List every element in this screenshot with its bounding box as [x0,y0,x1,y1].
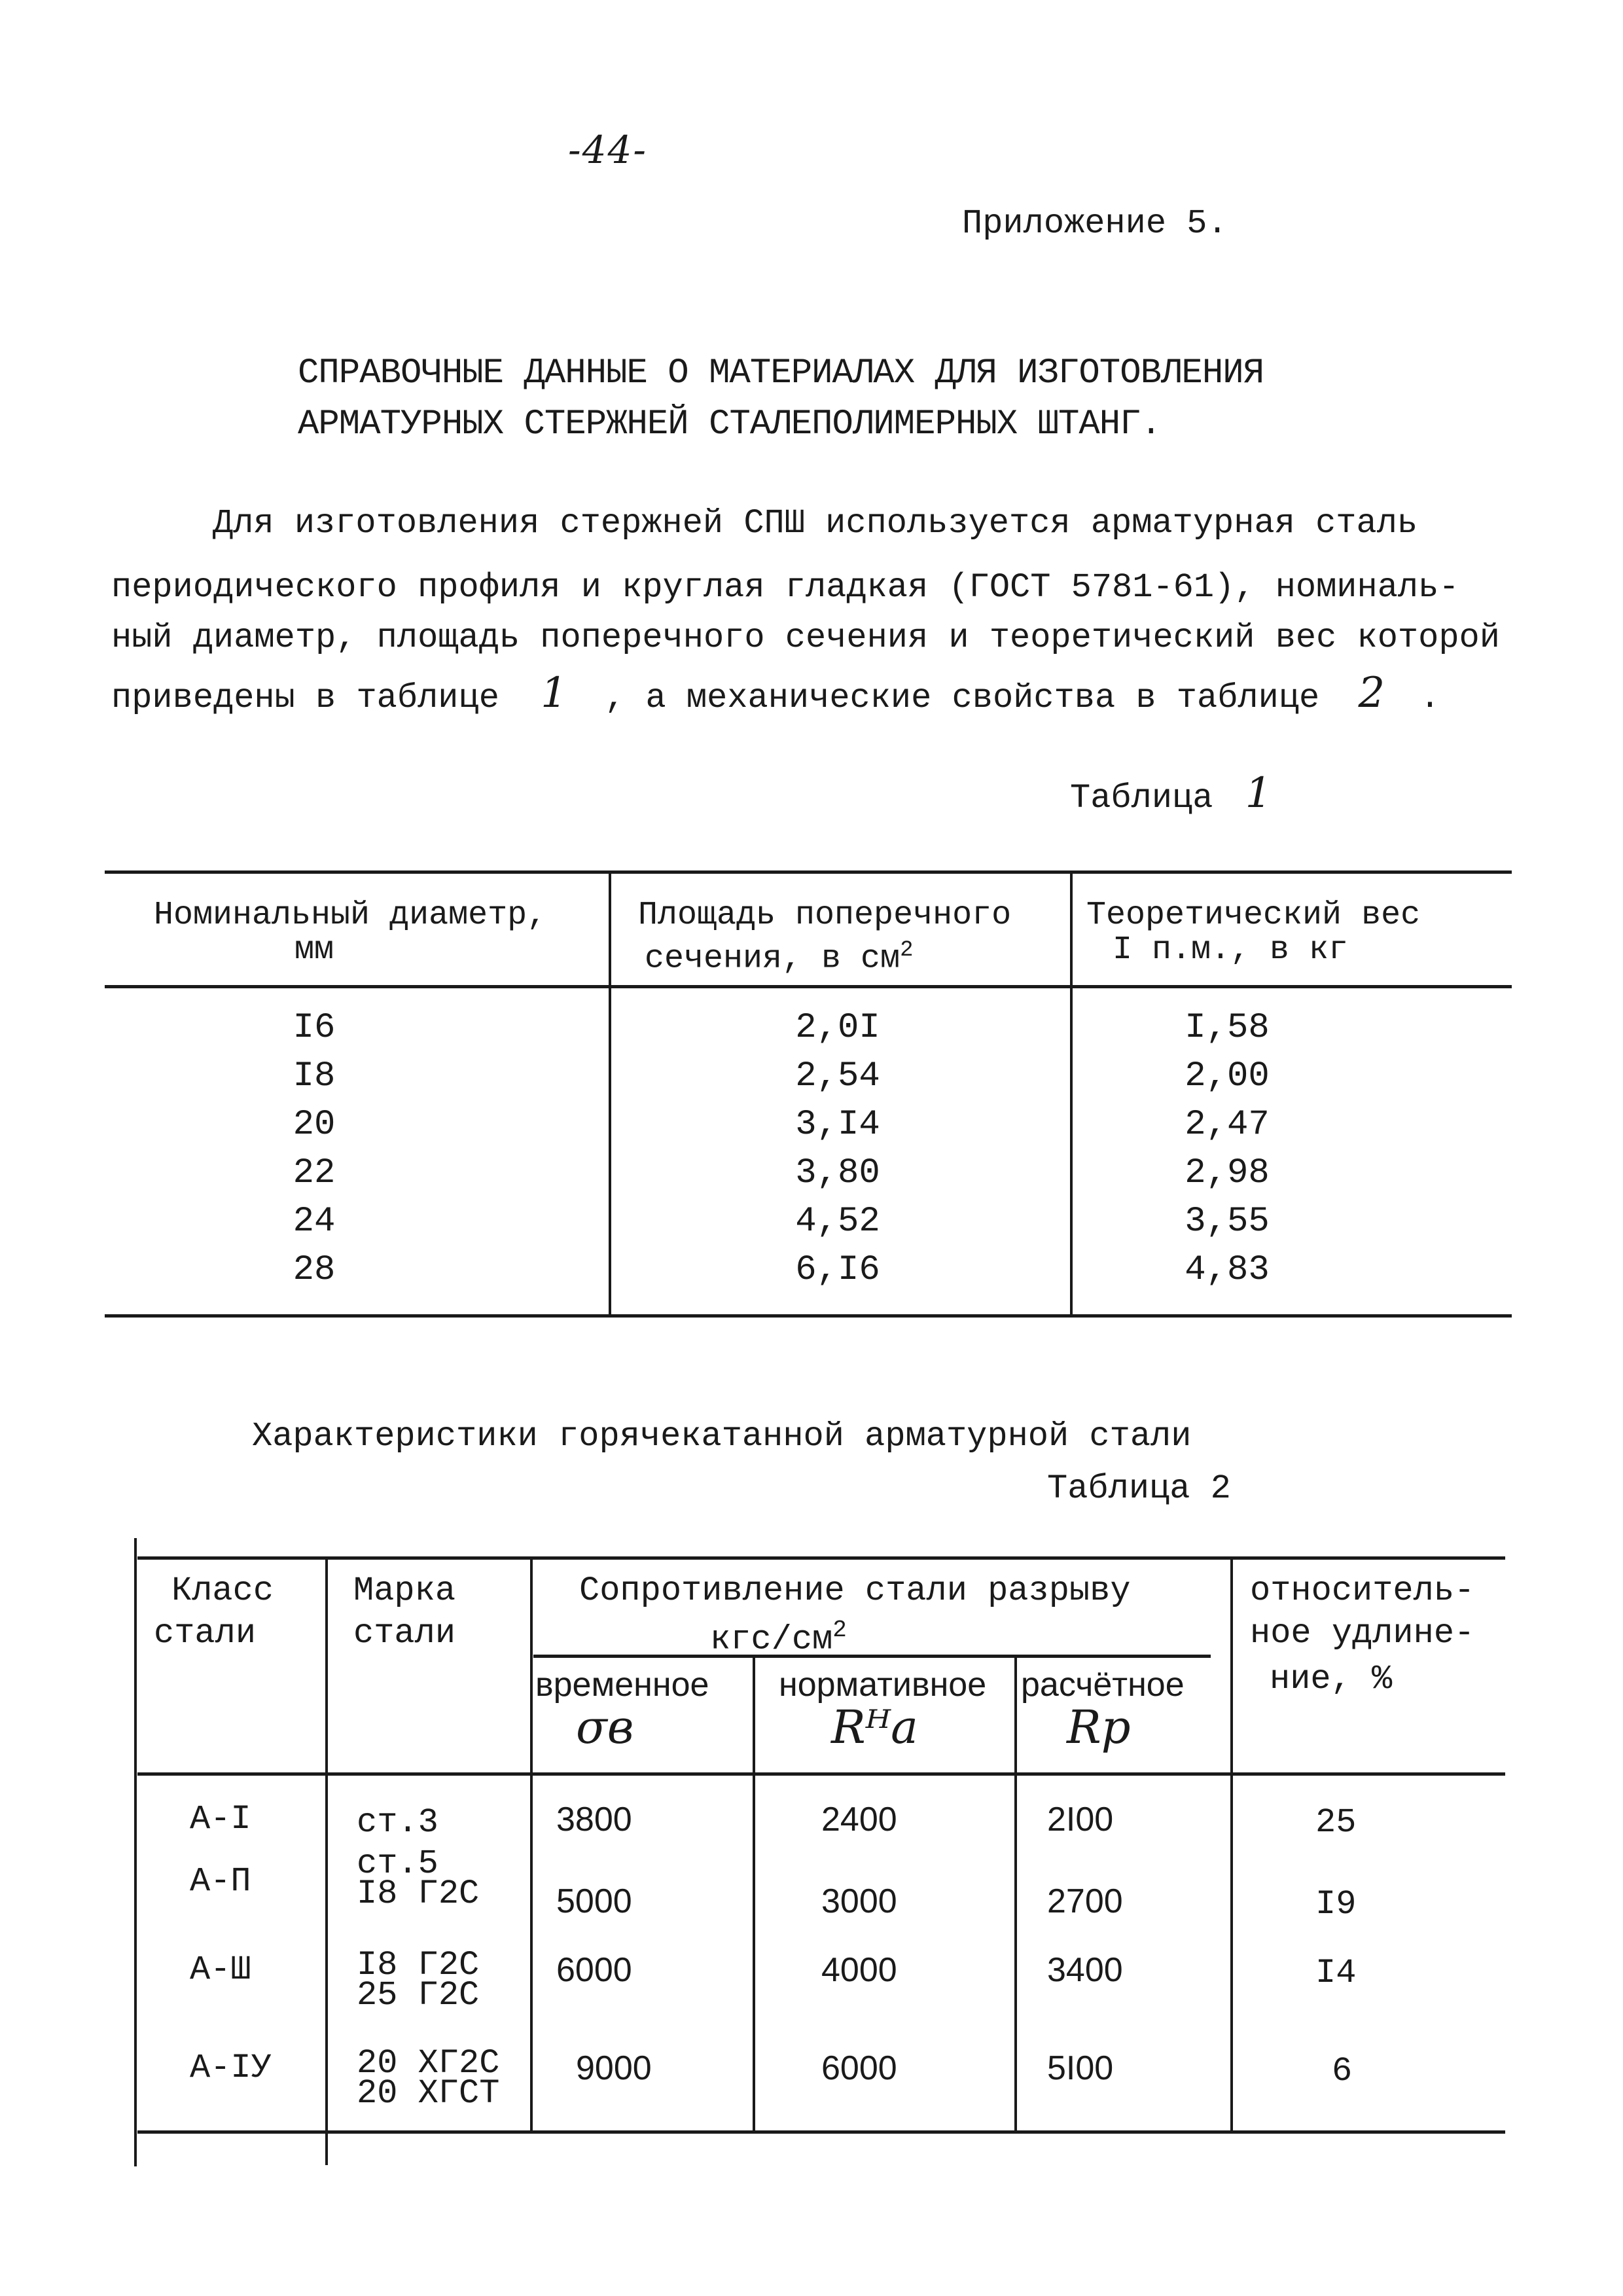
title-line-2: АРМАТУРНЫХ СТЕРЖНЕЙ СТАЛЕПОЛИМЕРНЫХ ШТАНГ. [298,404,1162,444]
table1-header-diameter-unit: мм [294,931,334,969]
table1-cell-area: 2,0I [795,1008,880,1048]
table2-cell-elongation: I9 [1315,1885,1357,1924]
table2-cell-class: А-Ш [190,1950,251,1989]
table1-cell-diameter: 20 [293,1105,336,1145]
table1-top-rule [105,870,1512,874]
paragraph-line-4 [111,669,1440,717]
table2-top-rule [137,1556,1505,1560]
table2-cell-grade [357,2044,500,2113]
table2-divider-normative [1014,1655,1017,2134]
r-design-symbol: Rp [1067,1700,1131,1754]
table2-header-class: Класс [171,1571,274,1610]
table1-header-area-sup: 2 [900,938,914,963]
table1-cell-weight: 2,00 [1185,1056,1270,1096]
table1-cell-diameter: 24 [293,1202,336,1242]
table1-cell-diameter: I8 [293,1056,336,1096]
table2-cell-grade-line: 25 Г2С [357,1976,480,2015]
paragraph-line-3: ный диаметр, площадь поперечного сечения и теоретический вес которой [111,619,1500,657]
table2-cell-normative: 2400 [821,1801,897,1839]
table2-divider-design [1230,1556,1233,2134]
table2-cell-design: 5I00 [1047,2049,1114,2087]
table2-cell-design: 2700 [1047,1882,1123,1920]
appendix-label: Приложение 5. [962,204,1228,243]
r-normative-symbol: Rᴴa [831,1700,918,1754]
table2-cell-normative: 4000 [821,1951,897,1989]
table1-cell-diameter: I6 [293,1008,336,1048]
table2-header-resistance-sup: 2 [832,1617,847,1643]
table1-header-area: Площадь поперечного [638,897,1012,934]
table2-cell-class: А-IУ [190,2049,272,2087]
table1-cell-weight: I,58 [1185,1008,1270,1048]
paragraph-line-4-middle: , а механические свойства в таблице [605,679,1320,717]
table1-cell-area: 4,52 [795,1202,880,1242]
table2-header-rule [137,1772,1505,1776]
table-ref-1: 1 [541,669,567,717]
table2-cell-design: 2I00 [1047,1801,1114,1839]
table1-bottom-rule [105,1314,1512,1318]
table2-header-normative: нормативное [779,1666,987,1704]
table1-header-weight: Теоретический вес [1086,897,1421,934]
page-number: -44- [568,128,647,172]
table2-cell-grade: ст.3 [357,1803,438,1842]
table2-cell-temporary: 5000 [556,1882,632,1920]
table2-cell-grade-line: I8 Г2С [357,1946,480,1984]
table1-cell-diameter: 22 [293,1153,336,1193]
table1-header-diameter: Номинальный диаметр, [154,897,547,934]
table1-cell-weight: 2,47 [1185,1105,1270,1145]
table2-cell-class: А-I [190,1800,251,1839]
table2-cell-grade [357,1844,480,1913]
table2-cell-temporary: 6000 [556,1951,632,1989]
table1-cell-weight: 4,83 [1185,1250,1270,1290]
table2-header-resistance: Сопротивление стали разрыву [579,1571,1131,1610]
table2-cell-grade-line: I8 Г2С [357,1874,480,1913]
sigma-symbol: σв [576,1700,634,1754]
table2-cell-temporary: 9000 [576,2049,652,2087]
paragraph-line-2: периодического профиля и круглая гладкая (ГОСТ 5781-61), номиналь- [111,568,1459,607]
table-ref-2: 2 [1358,669,1385,717]
table2-header-design: расчётное [1021,1666,1185,1704]
table1-cell-diameter: 28 [293,1250,336,1290]
table1-caption [1070,769,1272,817]
table2-divider-grade [530,1556,533,2134]
table2-cell-grade-line: 20 ХГ2С [357,2044,500,2083]
table1-cell-weight: 2,98 [1185,1153,1270,1193]
table2-header-grade-2: стали [353,1614,456,1653]
title-line-1: СПРАВОЧНЫЕ ДАННЫЕ О МАТЕРИАЛАХ ДЛЯ ИЗГОТОВЛЕНИЯ [298,353,1264,393]
table2-cell-elongation: 6 [1332,2052,1353,2090]
table1-header-weight-unit: I п.м., в кг [1113,931,1349,969]
table1-cell-area: 3,80 [795,1153,880,1193]
table2-divider-class [325,1556,328,2165]
table2-left-border [134,1538,137,2166]
table2-cell-temporary: 3800 [556,1801,632,1839]
table2-header-elongation-2: ное удлине- [1250,1614,1475,1653]
table2-header-elongation-3: ние, % [1270,1660,1393,1698]
table1-divider-1 [609,872,611,1314]
table2-header-temporary: временное [535,1666,709,1704]
paragraph-line-1: Для изготовления стержней СПШ используется арматурная сталь [213,504,1418,543]
table2-cell-grade-line: 20 ХГСТ [357,2074,500,2113]
table2-header-grade: Марка [353,1571,456,1610]
table1-cell-weight: 3,55 [1185,1202,1270,1242]
table2-cell-normative: 6000 [821,2049,897,2087]
table1-caption-number: 1 [1245,769,1272,817]
table2-caption: Таблица 2 [1047,1469,1231,1508]
table1-header-area-unit-text: сечения, в см [645,940,901,978]
table2-header-elongation: относитель- [1250,1571,1475,1610]
paragraph-line-4-end: . [1419,679,1440,717]
table2-bottom-rule [137,2130,1505,2134]
table1-header-rule [105,985,1512,988]
table2-cell-grade [357,1946,480,2015]
table2-subheader-rule [533,1655,1211,1658]
table2-cell-grade-line: ст.5 [357,1844,438,1883]
table2-cell-elongation: 25 [1315,1803,1357,1842]
table1-caption-label: Таблица [1070,779,1213,817]
table2-cell-elongation: I4 [1315,1954,1357,1992]
table1-cell-area: 3,I4 [795,1105,880,1145]
table2-cell-normative: 3000 [821,1882,897,1920]
table2-divider-temporary [753,1655,755,2134]
table2-heading: Характеристики горячекатанной арматурной стали [252,1417,1192,1456]
table1-header-area-unit [645,935,914,978]
table2-header-resistance-unit [710,1613,847,1657]
paragraph-line-4-start: приведены в таблице [111,679,499,717]
table1-cell-area: 6,I6 [795,1250,880,1290]
table2-header-class-2: стали [154,1614,257,1653]
table1-divider-2 [1070,872,1073,1314]
table2-header-resistance-unit-text: кгс/см [710,1620,833,1659]
table2-cell-design: 3400 [1047,1951,1123,1989]
table1-cell-area: 2,54 [795,1056,880,1096]
table2-cell-class: А-П [190,1862,251,1901]
